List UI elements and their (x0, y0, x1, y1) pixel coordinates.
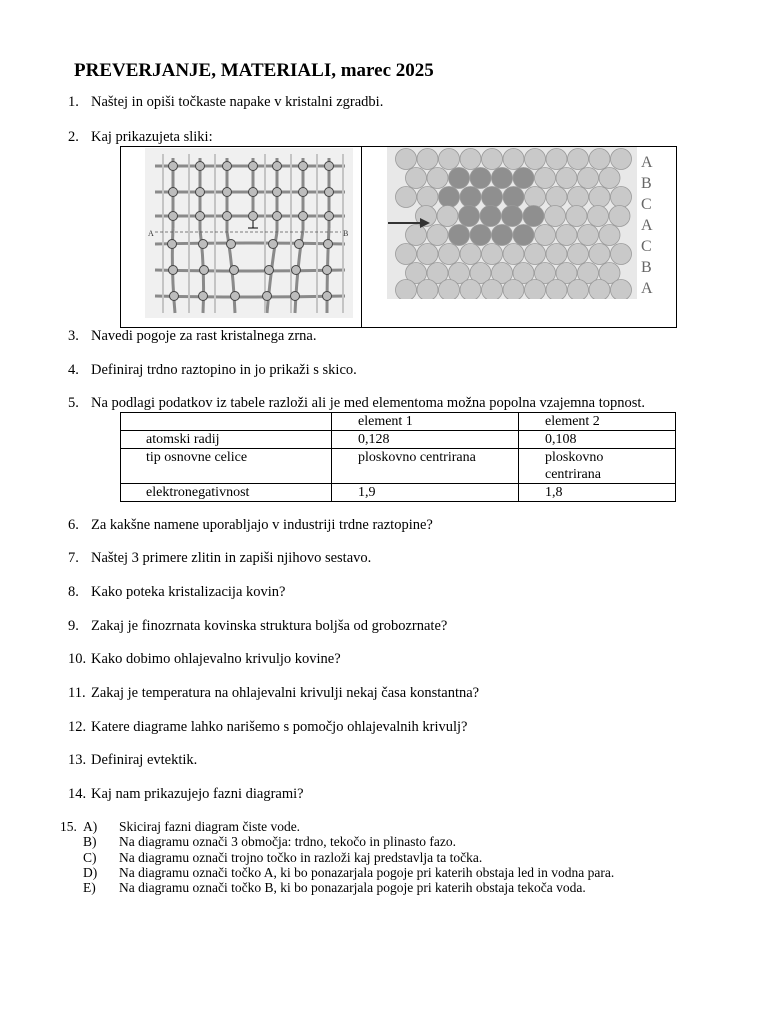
atom-sphere (525, 149, 546, 170)
item-letter: A) (83, 819, 98, 834)
atom-sphere (535, 225, 556, 246)
question-12 (68, 719, 467, 736)
table-cell: ploskovno centrirana (519, 449, 676, 484)
atom-sphere (427, 225, 448, 246)
question-number: 12. (68, 719, 87, 735)
question-text: Definiraj trdno raztopino in jo prikaži s skico. (91, 362, 357, 378)
question-text: Katere diagrame lahko narišemo s pomočjo ohlajevalnih krivulj? (91, 719, 468, 735)
atom-sphere (611, 280, 632, 300)
atom-sphere (439, 149, 460, 170)
item-letter: E) (83, 880, 96, 895)
atom-sphere (568, 244, 589, 265)
question-number: 5. (68, 395, 79, 411)
table-cell: elektronegativnost (121, 484, 332, 502)
atom-sphere (523, 206, 544, 227)
question-2 (68, 129, 213, 146)
atom-sphere (599, 168, 620, 189)
question-text: Naštej 3 primere zlitin in zapiši njihovo sestavo. (91, 550, 372, 566)
atom-sphere (460, 244, 481, 265)
atom-sphere (556, 168, 577, 189)
question-text: Definiraj evtektik. (91, 752, 198, 768)
atom-sphere (460, 280, 481, 300)
question-9 (68, 618, 447, 635)
label-b: B (343, 229, 349, 238)
question-number: 1. (68, 94, 79, 110)
stacking-label: C (641, 238, 652, 255)
table-row (121, 449, 676, 484)
atom-sphere (545, 206, 566, 227)
question-text: Kako poteka kristalizacija kovin? (91, 584, 286, 600)
question-text: Navedi pogoje za rast kristalnega zrna. (91, 328, 317, 344)
item-text: Na diagramu označi točko B, ki bo ponazarjala pogoje pri katerih obstaja tekoča voda. (119, 880, 586, 895)
question-14 (68, 786, 304, 803)
table-cell: 1,9 (332, 484, 519, 502)
table-cell: ploskovno centrirana (332, 449, 519, 484)
atom-sphere (396, 280, 417, 300)
table-cell: tip osnovne celice (121, 449, 332, 484)
question-11 (68, 685, 479, 702)
atom-sphere (566, 206, 587, 227)
atom-sphere (611, 149, 632, 170)
atom-sphere (589, 187, 610, 208)
question-number: 9. (68, 618, 79, 634)
question-text: Kaj prikazujeta sliki: (91, 129, 213, 145)
atom-sphere (502, 206, 523, 227)
atom-sphere (578, 168, 599, 189)
atom-sphere (470, 225, 491, 246)
atom-sphere (609, 206, 630, 227)
question-number: 8. (68, 584, 79, 600)
atom-sphere (589, 280, 610, 300)
atom-sphere (396, 187, 417, 208)
atom-sphere (449, 225, 470, 246)
item-text: Na diagramu označi 3 območja: trdno, tekočo in plinasto fazo. (119, 834, 457, 849)
question-15-number: 15. (60, 819, 77, 834)
atom-sphere (578, 225, 599, 246)
question-7 (68, 550, 371, 567)
question-text: Zakaj je temperatura na ohlajevalni krivulji nekaj časa konstantna? (91, 685, 480, 701)
atom-sphere (513, 225, 534, 246)
figure-divider (361, 147, 362, 327)
atom-sphere (396, 149, 417, 170)
stacking-label: B (641, 175, 652, 192)
atom-sphere (513, 168, 534, 189)
atom-sphere (482, 187, 503, 208)
table-cell (121, 413, 332, 431)
atom-sphere (588, 206, 609, 227)
stacking-label: A (641, 280, 653, 297)
item-letter: B) (83, 834, 97, 849)
item-text: Na diagramu označi trojno točko in razloži kaj predstavlja ta točka. (119, 850, 483, 865)
question-5 (68, 395, 645, 412)
page-title: PREVERJANJE, MATERIALI, marec 2025 (74, 60, 434, 81)
atom-sphere (427, 168, 448, 189)
question-number: 6. (68, 517, 79, 533)
question-number: 3. (68, 328, 79, 344)
question-number: 10. (68, 651, 87, 667)
atom-sphere (568, 149, 589, 170)
atom-sphere (396, 244, 417, 265)
question-13 (68, 752, 197, 769)
table-cell: atomski radij (121, 431, 332, 449)
question-number: 13. (68, 752, 87, 768)
question-8 (68, 584, 285, 601)
atom-sphere (492, 168, 513, 189)
atom-sphere (459, 206, 480, 227)
table-row (121, 431, 676, 449)
atom-sphere (417, 244, 438, 265)
atom-sphere (503, 149, 524, 170)
table-cell: 0,108 (519, 431, 676, 449)
question-number: 4. (68, 362, 79, 378)
atom-sphere (417, 280, 438, 300)
item-letter: D) (83, 865, 98, 880)
stacking-label: A (641, 154, 653, 171)
atom-sphere (417, 187, 438, 208)
question-text: Zakaj je finozrnata kovinska struktura boljša od grobozrnate? (91, 618, 448, 634)
question-3 (68, 328, 316, 345)
table-cell: 0,128 (332, 431, 519, 449)
question-number: 14. (68, 786, 87, 802)
atom-sphere (546, 149, 567, 170)
atom-sphere (439, 187, 460, 208)
atom-sphere (503, 280, 524, 300)
question-6 (68, 517, 433, 534)
atom-sphere (525, 244, 546, 265)
item-text: Skiciraj fazni diagram čiste vode. (119, 819, 301, 834)
stacking-label: A (641, 217, 653, 234)
item-letter: C) (83, 850, 97, 865)
atom-sphere (482, 149, 503, 170)
atom-sphere (470, 168, 491, 189)
table-header-row (121, 413, 676, 431)
atom-sphere (449, 168, 470, 189)
atom-sphere (503, 187, 524, 208)
properties-table (120, 412, 676, 502)
atom-sphere (546, 280, 567, 300)
atom-sphere (568, 280, 589, 300)
atom-sphere (599, 225, 620, 246)
atom-sphere (439, 244, 460, 265)
atom-sphere (611, 244, 632, 265)
atom-sphere (406, 168, 427, 189)
question-10 (68, 651, 341, 668)
atom-sphere (460, 187, 481, 208)
dislocation-lattice-figure (145, 148, 353, 318)
table-cell: 1,8 (519, 484, 676, 502)
atom-sphere (556, 225, 577, 246)
table-cell: element 2 (519, 413, 676, 431)
question-text: Kaj nam prikazujejo fazni diagrami? (91, 786, 304, 802)
atom-sphere (546, 244, 567, 265)
atom-sphere (535, 168, 556, 189)
atom-sphere (589, 149, 610, 170)
atom-sphere (437, 206, 458, 227)
atom-sphere (480, 206, 501, 227)
question-number: 11. (68, 685, 86, 701)
question-number: 7. (68, 550, 79, 566)
question-number: 2. (68, 129, 79, 145)
atom-sphere (492, 225, 513, 246)
question-text: Za kakšne namene uporabljajo v industriji trdne raztopine? (91, 517, 433, 533)
atom-sphere (482, 244, 503, 265)
atom-sphere (482, 280, 503, 300)
atom-sphere (439, 280, 460, 300)
question-text: Na podlagi podatkov iz tabele razloži ali je med elementoma možna popolna vzajemna topnost. (91, 395, 646, 411)
atom-sphere (611, 187, 632, 208)
atom-sphere (589, 244, 610, 265)
atom-sphere (406, 225, 427, 246)
stacking-label: B (641, 259, 652, 276)
atom-sphere (503, 244, 524, 265)
table-cell: element 1 (332, 413, 519, 431)
question-1 (68, 94, 383, 111)
question-4 (68, 362, 357, 379)
table-row (121, 484, 676, 502)
stacking-label: C (641, 196, 652, 213)
atom-sphere (460, 149, 481, 170)
question-text: Kako dobimo ohlajevalno krivuljo kovine? (91, 651, 341, 667)
atom-sphere (525, 187, 546, 208)
atom-sphere (546, 187, 567, 208)
stacking-labels (641, 154, 653, 297)
label-a: A (148, 229, 154, 238)
atom-sphere (568, 187, 589, 208)
item-text: Na diagramu označi točko A, ki bo ponazarjala pogoje pri katerih obstaja led in vodna para. (119, 865, 615, 880)
stacking-fault-figure (384, 147, 666, 299)
atom-sphere (417, 149, 438, 170)
atom-sphere (525, 280, 546, 300)
question-text: Naštej in opiši točkaste napake v kristalni zgradbi. (91, 94, 384, 110)
